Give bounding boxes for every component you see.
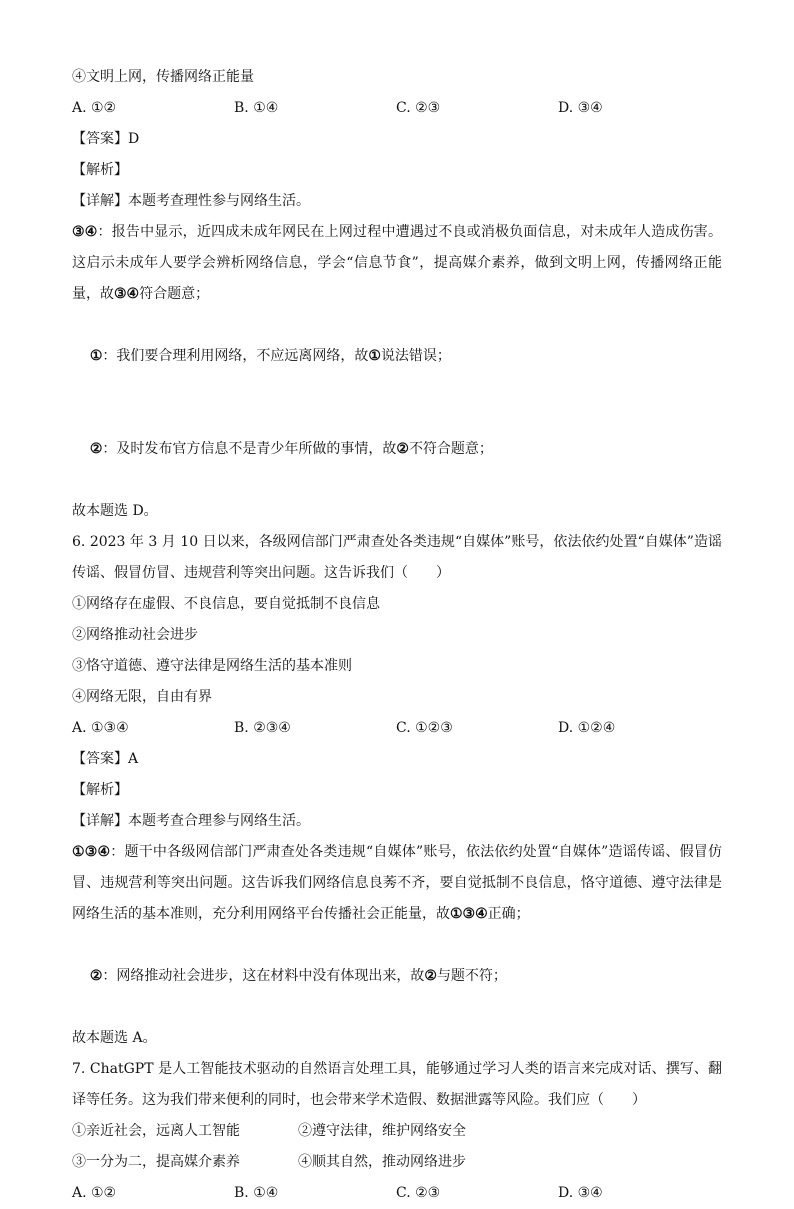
bold-label: ③④: [114, 286, 140, 302]
analysis-text: 符合题意；: [139, 286, 210, 302]
bold-label: ②: [424, 968, 437, 984]
analysis-text: 说法错误；: [380, 348, 451, 364]
conclusion-line: 故本题选 A。: [72, 1030, 157, 1046]
choice-item: ②网络推动社会进步: [72, 627, 198, 643]
analysis-text: 与题不符；: [436, 968, 507, 984]
option-a: A. ①③④: [72, 720, 129, 736]
option-a: A. ①②: [72, 1185, 117, 1201]
option-d: D. ③④: [558, 1185, 603, 1201]
bold-label: ①: [89, 348, 103, 364]
answer-options: [72, 1178, 722, 1209]
answer-options: [72, 93, 722, 124]
analysis-title: 【解析】: [72, 162, 128, 178]
bold-label: ①③④: [72, 844, 111, 860]
bold-label: ③④: [72, 224, 98, 240]
choice-item: ③恪守道德、遵守法律是网络生活的基本准则: [72, 658, 352, 674]
analysis-text: 正确；: [487, 906, 530, 922]
choice-item: ④网络无限，自由有界: [72, 689, 212, 705]
analysis-text: ：及时发布官方信息不是青少年所做的事情，故: [102, 441, 397, 457]
choice-row: [72, 1116, 722, 1147]
analysis-paragraph: [72, 217, 722, 310]
conclusion-line: 故本题选 D。: [72, 503, 158, 519]
option-b: B. ①④: [234, 1185, 279, 1201]
option-b: B. ②③④: [234, 720, 291, 736]
document-page: [72, 62, 722, 1209]
bold-label: ①: [368, 348, 381, 364]
bold-label: ②: [396, 441, 409, 457]
answer-options: [72, 713, 722, 744]
answer-line: 【答案】D: [72, 131, 140, 147]
analysis-paragraph: [72, 310, 722, 403]
option-a: A. ①②: [72, 100, 117, 116]
option-c: C. ②③: [396, 1185, 441, 1201]
choice-item: ①亲近社会，远离人工智能: [72, 1123, 240, 1139]
question-stem: 7. ChatGPT 是人工智能技术驱动的自然语言处理工具，能够通过学习人类的语言来完成对话、撰写、翻译等任务。这为我们带来便利的同时，也会带来学术造假、数据泄露等风险。我们应（ ）: [72, 1061, 722, 1108]
analysis-text: ：题干中各级网信部门严肃查处各类违规“自媒体”账号，依法依约处置“自媒体”造谣传谣、假冒仿冒、违规营利等突出问题。这告诉我们网络信息良莠不齐，要自觉抵制不良信息，恪守道德、遵守法律是网络生活的基本准则，充分利用网络平台传播社会正能量，故: [72, 844, 722, 922]
choice-item: ③一分为二，提高媒介素养: [72, 1154, 240, 1170]
analysis-text: ：网络推动社会进步，这在材料中没有体现出来，故: [102, 968, 425, 984]
choice-item: ②遵守法律，维护网络安全: [298, 1123, 466, 1139]
choice-item: ④顺其自然，推动网络进步: [298, 1154, 466, 1170]
question-stem: 6. 2023 年 3 月 10 日以来，各级网信部门严肃查处各类违规“自媒体”账号，依法依约处置“自媒体”造谣传谣、假冒仿冒、违规营利等突出问题。这告诉我们（ ）: [72, 534, 722, 581]
bold-label: ②: [89, 968, 103, 984]
option-d: D. ③④: [558, 100, 603, 116]
analysis-text: ：报告中显示，近四成未成年网民在上网过程中遭遇过不良或消极负面信息，对未成年人造成伤害。这启示未成年人要学会辨析网络信息，学会“信息节食”，提高媒介素养，做到文明上网，传播网络正能量，故: [72, 224, 722, 302]
bold-label: ②: [89, 441, 103, 457]
choice-item: ①网络存在虚假、不良信息，要自觉抵制不良信息: [72, 596, 380, 612]
choice-row: [72, 1147, 722, 1178]
analysis-text: 不符合题意；: [408, 441, 493, 457]
option-c: C. ①②③: [396, 720, 453, 736]
choice-item: ④文明上网，传播网络正能量: [72, 69, 254, 85]
option-d: D. ①②④: [558, 720, 616, 736]
detail-line: 【详解】本题考查合理参与网络生活。: [72, 813, 310, 829]
answer-line: 【答案】A: [72, 751, 139, 767]
analysis-paragraph: [72, 930, 722, 1023]
analysis-text: ：我们要合理利用网络，不应远离网络，故: [102, 348, 369, 364]
detail-line: 【详解】本题考查理性参与网络生活。: [72, 193, 310, 209]
analysis-paragraph: [72, 403, 722, 496]
option-b: B. ①④: [234, 100, 279, 116]
analysis-paragraph: [72, 837, 722, 930]
analysis-title: 【解析】: [72, 782, 128, 798]
option-c: C. ②③: [396, 100, 441, 116]
bold-label: ①③④: [450, 906, 488, 922]
